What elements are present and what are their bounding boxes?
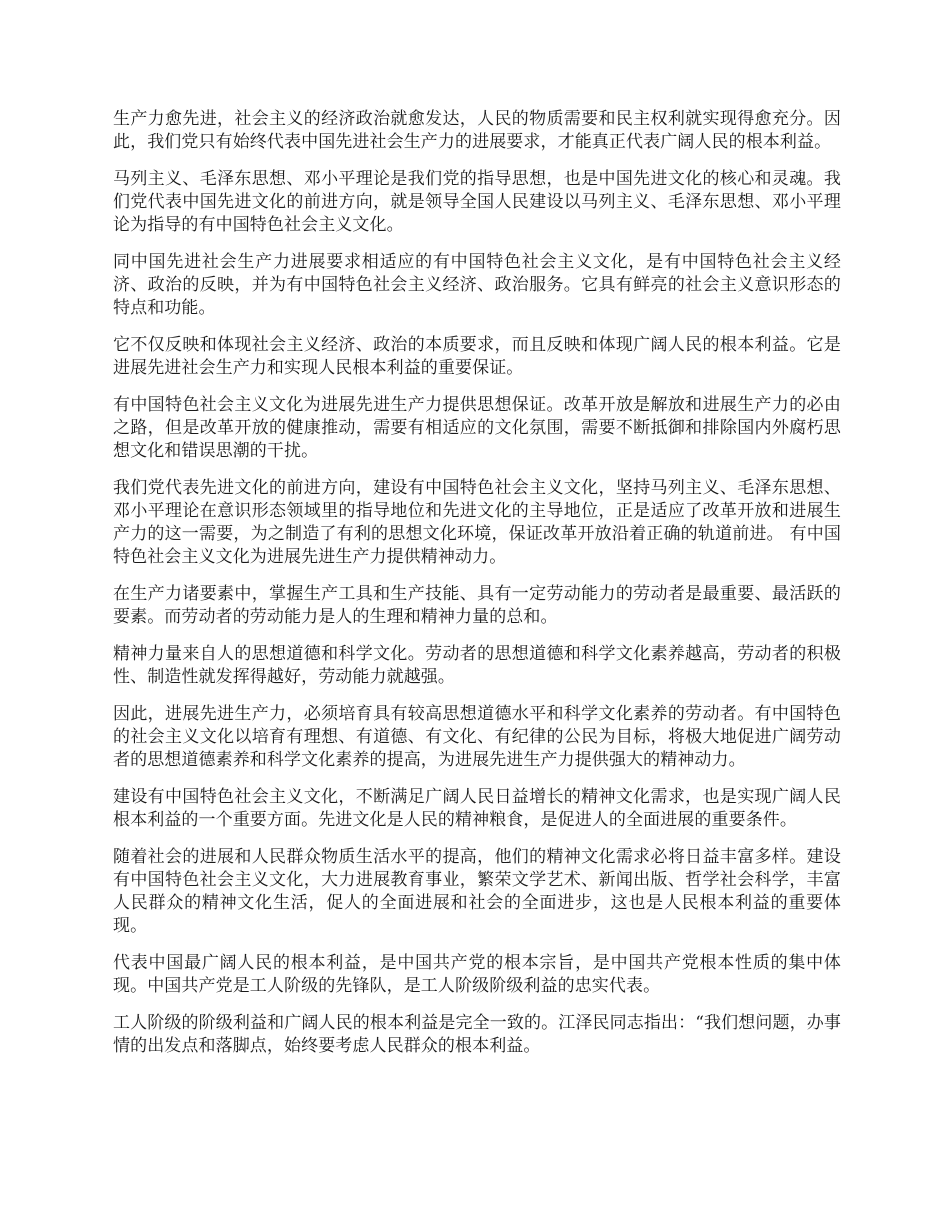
document-body	[113, 108, 841, 1072]
paragraph: 建设有中国特色社会主义文化，不断满足广阔人民日益增长的精神文化需求，也是实现广阔人民根本利益的一个重要方面。先进文化是人民的精神粮食，是促进人的全面进展的重要条件。	[113, 787, 841, 830]
paragraph: 工人阶级的阶级利益和广阔人民的根本利益是完全一致的。江泽民同志指出：“我们想问题，办事情的出发点和落脚点，始终要考虑人民群众的根本利益。	[113, 1013, 841, 1056]
paragraph: 因此，进展先进生产力，必须培育具有较高思想道德水平和科学文化素养的劳动者。有中国特色的社会主义文化以培育有理想、有道德、有文化、有纪律的公民为目标，将极大地促进广阔劳动者的思想道德素养和科学文化素养的提高，为进展先进生产力提供强大的精神动力。	[113, 704, 841, 770]
paragraph: 代表中国最广阔人民的根本利益，是中国共产党的根本宗旨，是中国共产党根本性质的集中体现。中国共产党是工人阶级的先锋队，是工人阶级阶级利益的忠实代表。	[113, 953, 841, 996]
paragraph: 它不仅反映和体现社会主义经济、政治的本质要求，而且反映和体现广阔人民的根本利益。它是进展先进社会生产力和实现人民根本利益的重要保证。	[113, 335, 841, 378]
paragraph: 马列主义、毛泽东思想、邓小平理论是我们党的指导思想，也是中国先进文化的核心和灵魂。我们党代表中国先进文化的前进方向，就是领导全国人民建设以马列主义、毛泽东思想、邓小平理论为指导的有中国特色社会主义文化。	[113, 169, 841, 235]
paragraph: 同中国先进社会生产力进展要求相适应的有中国特色社会主义文化，是有中国特色社会主义经济、政治的反映，并为有中国特色社会主义经济、政治服务。它具有鲜亮的社会主义意识形态的特点和功能。	[113, 252, 841, 318]
paragraph: 生产力愈先进，社会主义的经济政治就愈发达，人民的物质需要和民主权利就实现得愈充分。因此，我们党只有始终代表中国先进社会生产力的进展要求，才能真正代表广阔人民的根本利益。	[113, 109, 841, 152]
paragraph: 在生产力诸要素中，掌握生产工具和生产技能、具有一定劳动能力的劳动者是最重要、最活跃的要素。而劳动者的劳动能力是人的生理和精神力量的总和。	[113, 584, 841, 627]
paragraph: 随着社会的进展和人民群众物质生活水平的提高，他们的精神文化需求必将日益丰富多样。建设有中国特色社会主义文化，大力进展教育事业，繁荣文学艺术、新闻出版、哲学社会科学，丰富人民群众的精神文化生活，促人的全面进展和社会的全面进步，这也是人民根本利益的重要体现。	[113, 847, 841, 936]
paragraph: 有中国特色社会主义文化为进展先进生产力提供思想保证。改革开放是解放和进展生产力的必由之路，但是改革开放的健康推动，需要有相适应的文化氛围，需要不断抵御和排除国内外腐朽思想文化和错误思潮的干扰。	[113, 395, 841, 461]
paragraph: 精神力量来自人的思想道德和科学文化。劳动者的思想道德和科学文化素养越高，劳动者的积极性、制造性就发挥得越好，劳动能力就越强。	[113, 644, 841, 687]
paragraph: 我们党代表先进文化的前进方向，建设有中国特色社会主义文化，坚持马列主义、毛泽东思想、邓小平理论在意识形态领域里的指导地位和先进文化的主导地位，正是适应了改革开放和进展生产力的这一需要，为之制造了有利的思想文化环境，保证改革开放沿着正确的轨道前进。 有中国特色社会主义文化为进展先进生产力提供精神动力。	[113, 478, 841, 567]
